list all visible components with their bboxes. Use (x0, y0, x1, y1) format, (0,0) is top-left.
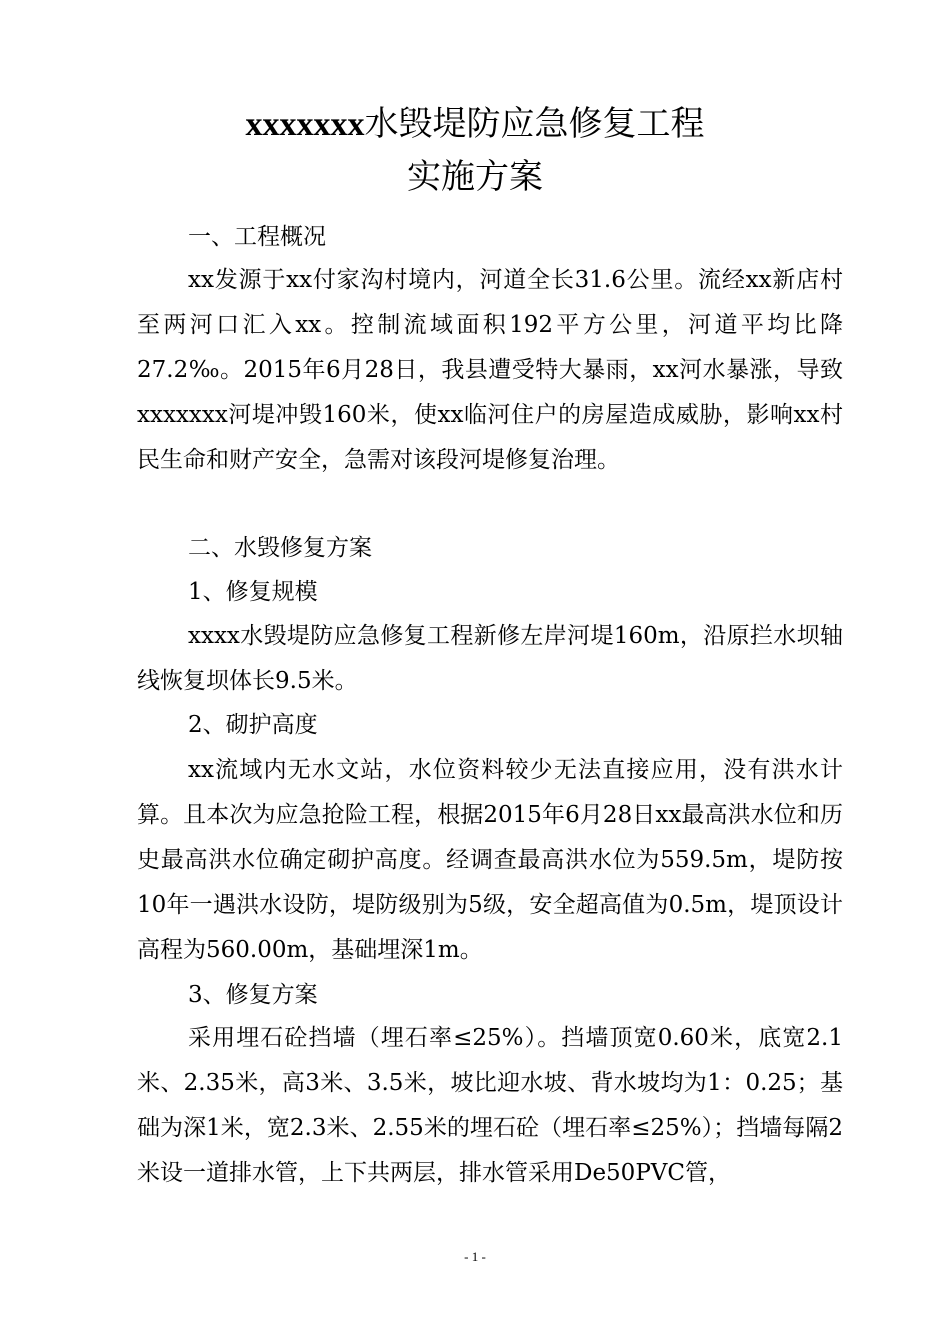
subsection-heading-height: 2、砌护高度 (188, 712, 318, 738)
title-line1-rest: 水毁堤防应急修复工程 (364, 104, 705, 144)
section-heading-overview: 一、工程概况 (188, 224, 326, 250)
page-number: - 1 - (464, 1249, 486, 1264)
section-heading-repair-plan: 二、水毁修复方案 (188, 535, 372, 561)
paragraph-height: xx流域内无水文站，水位资料较少无法直接应用，没有洪水计算。且本次为应急抢险工程，根据2015年6月28日xx最高洪水位和历史最高洪水位确定砌护高度。经调查最高洪水位为559.5m，堤防按10年一遇洪水设防，堤防级别为5级，安全超高值为0.5m，堤顶设计高程为560.00m，基础埋深1m。 (137, 757, 843, 963)
title-prefix: xxxxxxx (245, 106, 365, 143)
paragraph-scale: xxxx水毁堤防应急修复工程新修左岸河堤160m，沿原拦水坝轴线恢复坝体长9.5米。 (137, 623, 843, 694)
document-title-line2: 实施方案 (407, 157, 543, 197)
paragraph-overview: xx发源于xx付家沟村境内，河道全长31.6公里。流经xx新店村至两河口汇入xx。控制流域面积192平方公里，河道平均比降27.2‰。2015年6月28日，我县遭受特大暴雨，xx河水暴涨，导致xxxxxxx河堤冲毁160米，使xx临河住户的房屋造成威胁，影响xx村民生命和财产安全，急需对该段河堤修复治理。 (137, 267, 843, 473)
document-title-line1 (0, 104, 950, 145)
subsection-heading-method: 3、修复方案 (188, 982, 318, 1008)
subsection-heading-scale: 1、修复规模 (188, 579, 318, 605)
paragraph-method: 采用埋石砼挡墙（埋石率≤25%）。挡墙顶宽0.60米，底宽2.1米、2.35米，高3米、3.5米，坡比迎水坡、背水坡均为1：0.25；基础为深1米，宽2.3米、2.55米的埋石砼（埋石率≤25%）；挡墙每隔2米设一道排水管，上下共两层，排水管采用De50PVC管， (137, 1025, 843, 1186)
